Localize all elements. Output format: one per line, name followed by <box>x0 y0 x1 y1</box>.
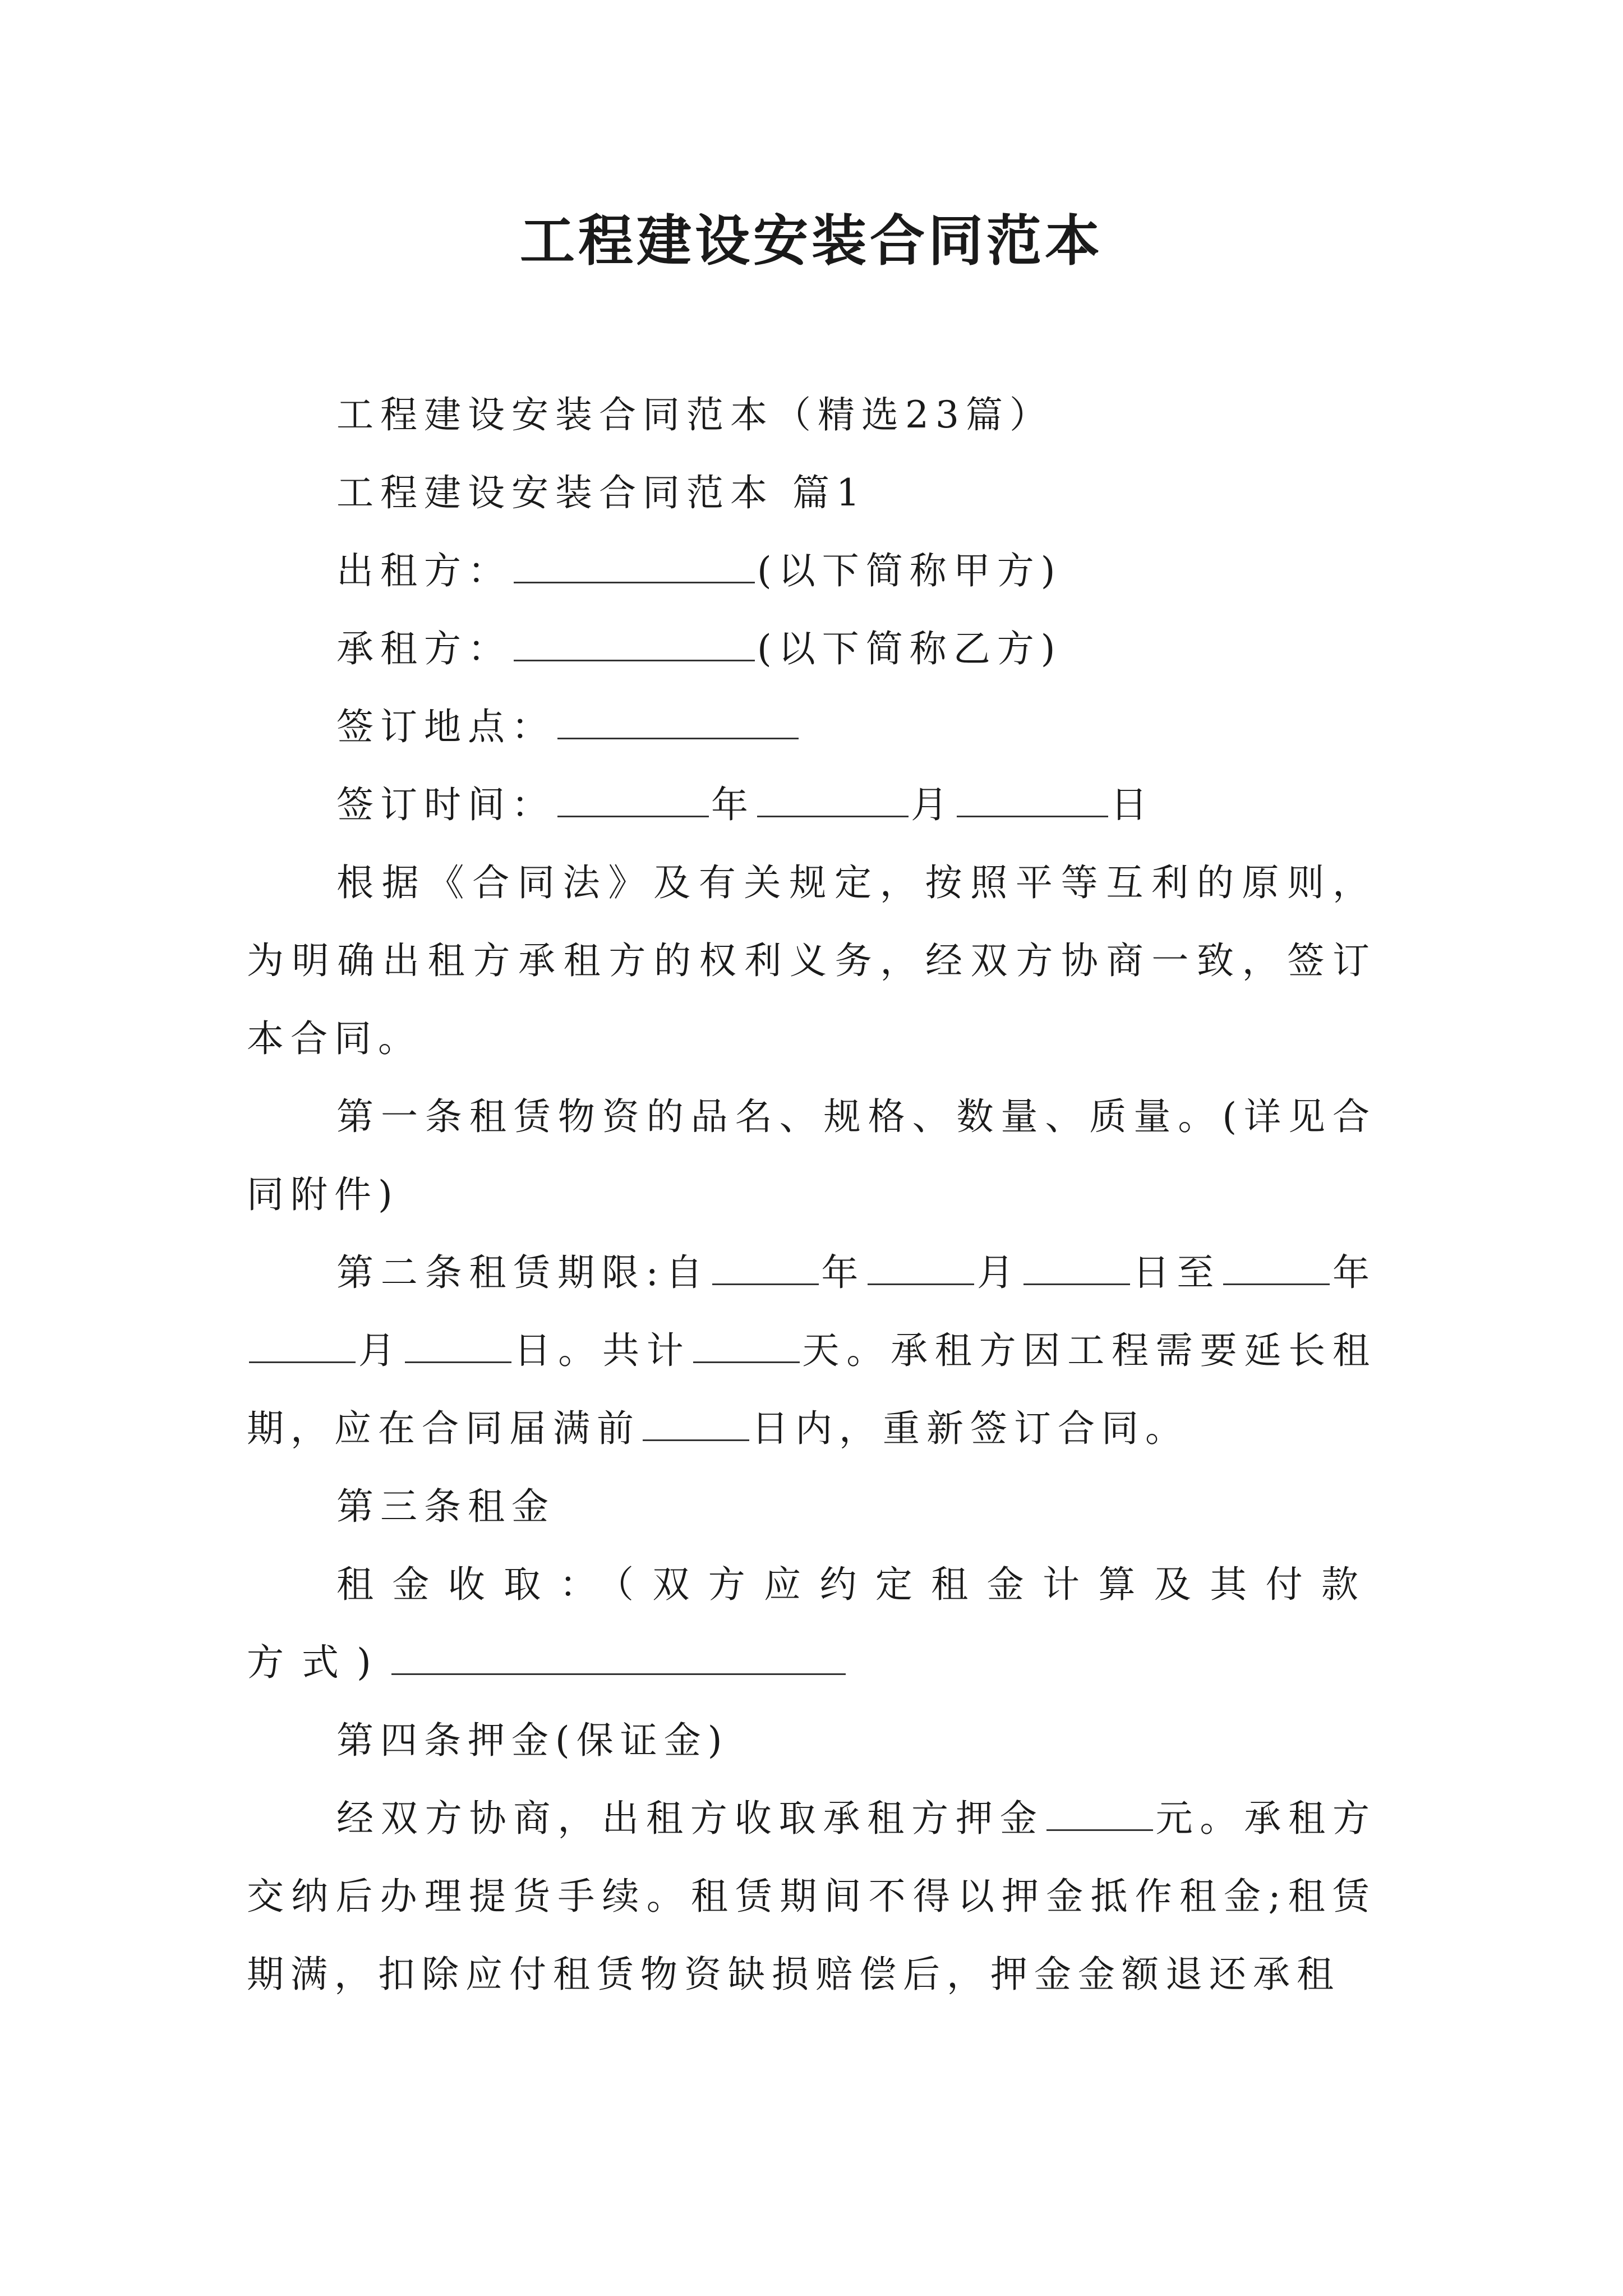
art3-payment-blank <box>391 1640 846 1675</box>
art4-text-b: 元。承租方交纳后办理提货手续。租赁期间不得以押金抵作租金;租赁期满，扣除应付租赁物资缺损赔偿后，押金金额退还承租 <box>247 1797 1377 1996</box>
day-blank <box>957 782 1108 817</box>
month-blank <box>757 782 909 817</box>
art2-day-total: 日。共计 <box>513 1329 691 1372</box>
lessee-label: 承租方： <box>336 627 511 670</box>
art2-total-days-blank <box>693 1328 800 1363</box>
intro-paragraph: 根据《合同法》及有关规定，按照平等互利的原则，为明确出租方承租方的权利义务，经双方协商一致，签订本合同。 <box>247 861 1376 1060</box>
art3-body-text: 租金收取：（双方应约定租金计算及其付款方式) <box>247 1563 1376 1684</box>
document-title: 工程建设安装合同范本 <box>519 209 1103 273</box>
article-3-body <box>247 1545 1376 1701</box>
art2-end-year-blank <box>1223 1250 1330 1285</box>
month-label: 月 <box>911 783 955 826</box>
art4-deposit-blank <box>1046 1796 1153 1831</box>
art2-start-year-blank <box>712 1250 819 1285</box>
art2-text-c: 日内，重新签订合同。 <box>751 1407 1189 1450</box>
art2-month-1: 月 <box>976 1251 1021 1294</box>
article-2 <box>247 1234 1376 1467</box>
lessee-suffix: (以下简称乙方) <box>757 627 1062 670</box>
time-label: 签订时间： <box>336 783 555 826</box>
article-4-heading: 第四条押金(保证金) <box>336 1719 729 1762</box>
art2-day-to: 日至 <box>1132 1251 1221 1294</box>
lessee-line <box>247 610 1376 688</box>
article-4-body <box>247 1779 1376 2013</box>
art4-text-a: 经双方协商，出租方收取承租方押金 <box>336 1797 1044 1840</box>
art2-start-day-blank <box>1023 1250 1130 1285</box>
art2-year-1: 年 <box>820 1251 866 1294</box>
art2-year-2: 年 <box>1332 1251 1377 1294</box>
year-label: 年 <box>711 783 755 826</box>
lessor-blank <box>514 548 755 583</box>
time-line <box>247 766 1376 844</box>
art2-end-month-blank <box>249 1328 356 1363</box>
lessee-blank <box>514 626 755 661</box>
place-line <box>247 688 1376 766</box>
document-body <box>247 376 1376 2013</box>
lessor-line <box>247 532 1376 610</box>
place-blank <box>557 704 799 739</box>
art2-text-a: 第二条租赁期限:自 <box>336 1251 710 1294</box>
place-label: 签订地点： <box>336 705 555 748</box>
subtitle: 工程建设安装合同范本（精选23篇） <box>336 393 1053 436</box>
art2-end-day-blank <box>405 1328 511 1363</box>
art2-month-2: 月 <box>358 1329 403 1372</box>
day-label: 日 <box>1110 783 1154 826</box>
art2-start-month-blank <box>868 1250 974 1285</box>
art2-extend-days-blank <box>643 1406 749 1441</box>
lessor-suffix: (以下简称甲方) <box>757 549 1062 592</box>
year-blank <box>557 782 709 817</box>
article-1: 第一条租赁物资的品名、规格、数量、质量。(详见合同附件) <box>247 1095 1376 1216</box>
article-3-heading: 第三条租金 <box>336 1485 555 1528</box>
lessor-label: 出租方： <box>336 549 511 592</box>
section-heading: 工程建设安装合同范本 篇1 <box>336 471 866 514</box>
art2-text-b: 天。承租方因工程需要延长租期，应在合同届满前 <box>247 1329 1377 1450</box>
